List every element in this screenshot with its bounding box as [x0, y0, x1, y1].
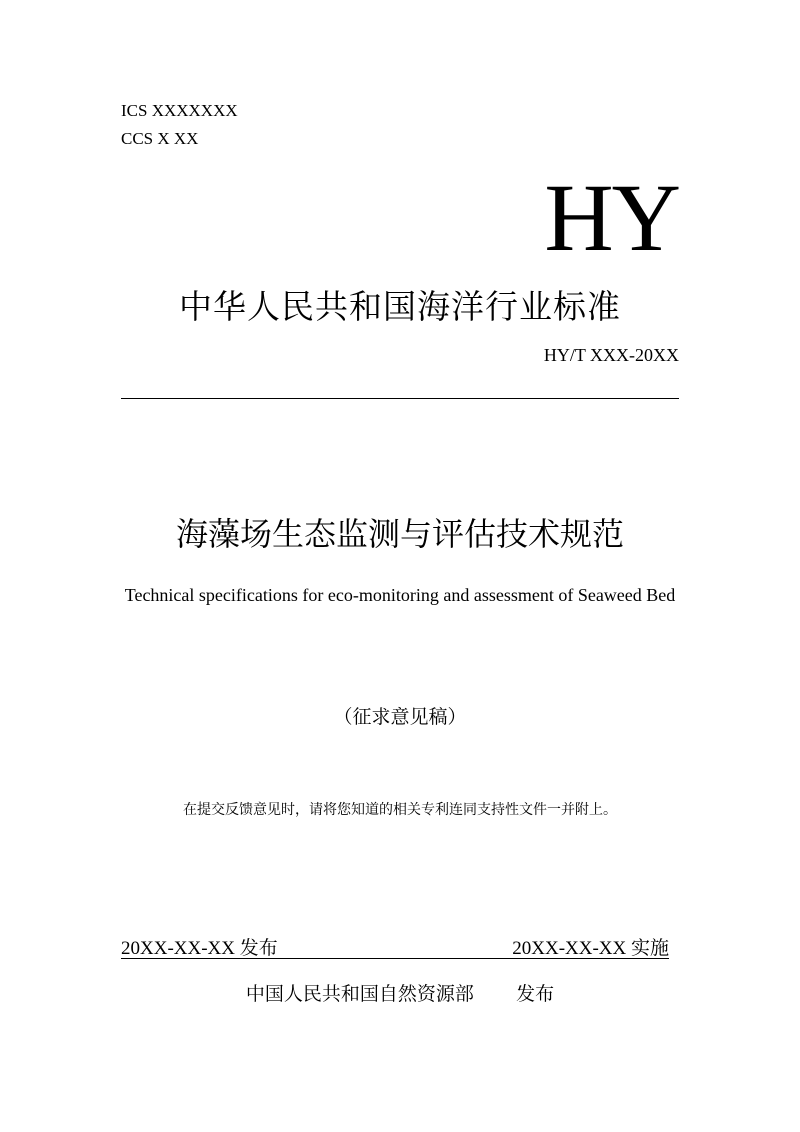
issuer-label: 发布	[516, 983, 555, 1005]
patent-notice: 在提交反馈意见时，请将您知道的相关专利连同支持性文件一并附上。	[183, 802, 617, 818]
standard-name-cn: 中华人民共和国海洋行业标准	[179, 287, 621, 326]
ccs-code: CCS X XX	[121, 129, 199, 148]
standard-mark: HY	[544, 164, 679, 271]
header-divider	[121, 398, 679, 399]
issuer-line	[100, 980, 700, 1008]
draft-label: （征求意见稿）	[333, 707, 467, 728]
document-title-cn: 海藻场生态监测与评估技术规范	[175, 515, 624, 553]
ics-code: ICS XXXXXXX	[121, 101, 238, 120]
issuer-name: 中国人民共和国自然资源部	[245, 983, 474, 1005]
footer-divider	[121, 958, 669, 959]
issue-date: 20XX-XX-XX	[121, 938, 235, 959]
document-title-en: Technical specifications for eco-monitoring and assessment of Seaweed Bed	[124, 585, 676, 605]
implementation-label: 实施	[630, 937, 669, 959]
implementation-date: 20XX-XX-XX	[512, 938, 627, 959]
standard-number: HY/T XXX-20XX	[543, 345, 679, 365]
issue-label: 发布	[239, 937, 278, 959]
